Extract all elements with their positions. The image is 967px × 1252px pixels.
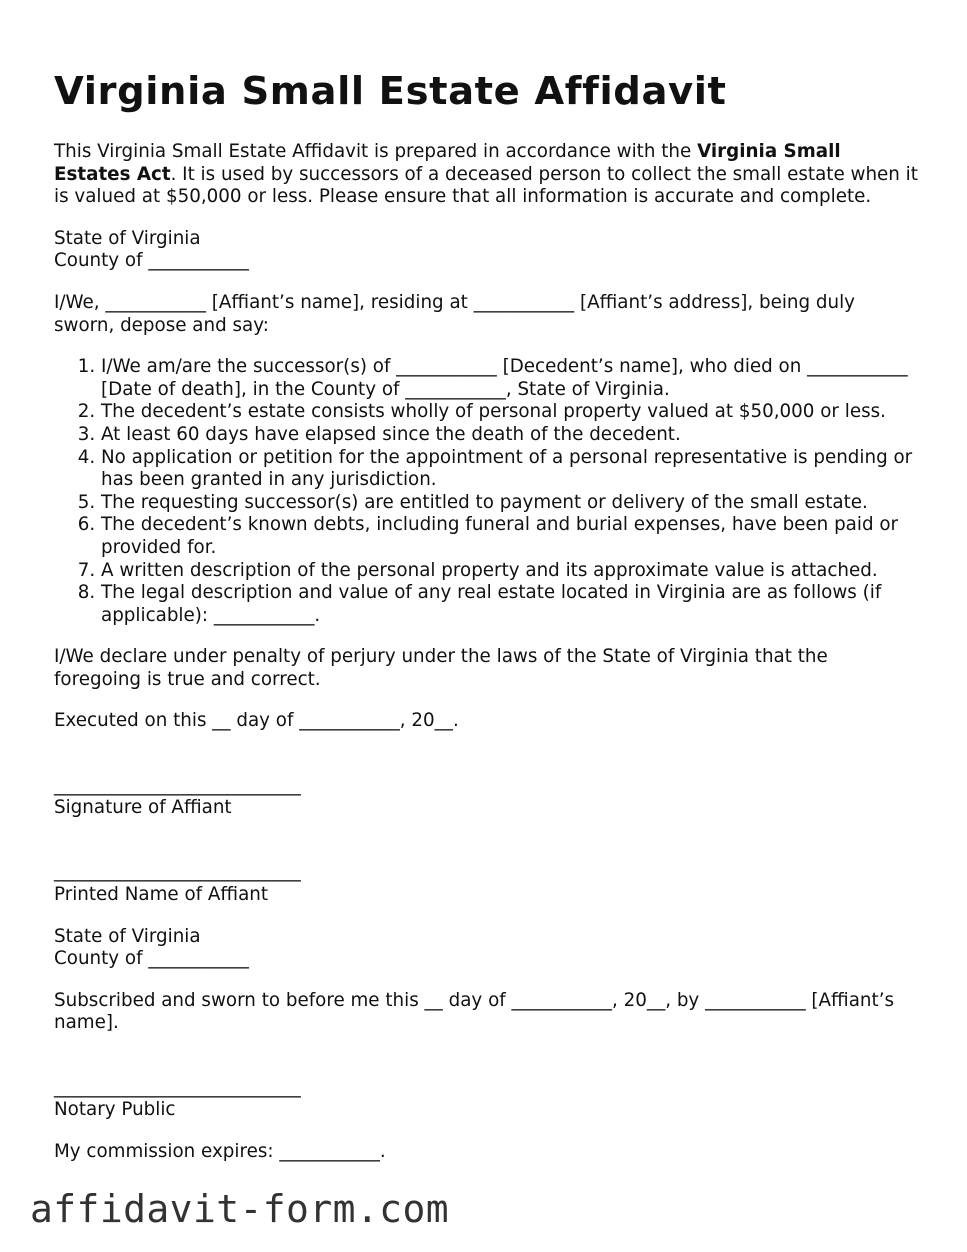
oath-paragraph: I/We, ___________ [Affiant’s name], residing at ___________ [Affiant’s address], being duly sworn, depose and say: (54, 291, 855, 336)
printed-name-label: Printed Name of Affiant (54, 884, 269, 906)
statement-item: 1. I/We am/are the successor(s) of ___________ [Decedent’s name], who died on ___________ [Date of death], in the County of ___________, State of Virginia. (101, 356, 920, 401)
notary-spacer (54, 1054, 920, 1077)
notary-venue-state: State of Virginia (54, 925, 201, 947)
notary-label: Notary Public (54, 1099, 176, 1121)
statement-item: 5. The requesting successor(s) are entitled to payment or delivery of the small estate. (101, 492, 920, 515)
printed-name-spacer (54, 839, 920, 862)
signature-line[interactable]: ___________________________ (54, 774, 301, 796)
commission-expiry-line: My commission expires: ___________. (54, 1140, 386, 1162)
statement-item: 4. No application or petition for the appointment of a personal representative is pending or has been granted in any jurisdiction. (101, 447, 920, 492)
affidavit-document (54, 68, 920, 1182)
venue-block (54, 228, 920, 273)
intro-paragraph (54, 141, 920, 209)
intro-text-before: This Virginia Small Estate Affidavit is prepared in accordance with the (54, 141, 698, 162)
notary-signature-line[interactable]: ___________________________ (54, 1076, 301, 1098)
venue-county: County of ___________ (54, 250, 249, 272)
act-name: Virginia Small Estates Act (54, 141, 841, 185)
intro-text-after: . It is used by successors of a deceased person to collect the small estate when it is valued at $50,000 or less. Please ensure that all information is accurate and complete. (54, 163, 918, 208)
statement-list (54, 356, 920, 627)
notary-venue-county: County of ___________ (54, 948, 249, 970)
statement-item: 8. The legal description and value of any real estate located in Virginia are as follows (if applicable): ___________. (101, 582, 920, 627)
notary-venue-block (54, 926, 920, 971)
signature-label: Signature of Affiant (54, 797, 232, 819)
statement-item: 6. The decedent’s known debts, including funeral and burial expenses, have been paid or provided for. (101, 514, 920, 559)
notary-block (54, 1054, 920, 1122)
printed-name-block (54, 839, 920, 907)
statement-item: 2. The decedent’s estate consists wholly of personal property valued at $50,000 or less. (101, 401, 920, 424)
statement-item: 3. At least 60 days have elapsed since the death of the decedent. (101, 424, 920, 447)
signature-block (54, 752, 920, 820)
site-watermark: affidavit-form.com (30, 1187, 450, 1231)
page-title: Virginia Small Estate Affidavit (54, 69, 727, 114)
statement-item: 7. A written description of the personal property and its approximate value is attached. (101, 560, 920, 583)
printed-name-line[interactable]: ___________________________ (54, 861, 301, 883)
executed-date-line: Executed on this __ day of ___________, 20__. (54, 710, 459, 732)
venue-state: State of Virginia (54, 227, 201, 249)
signature-spacer (54, 752, 920, 775)
subscribed-paragraph: Subscribed and sworn to before me this __ day of ___________, 20__, by ___________ [Affiant’s name]. (54, 989, 895, 1034)
declaration-paragraph: I/We declare under penalty of perjury under the laws of the State of Virginia that the foregoing is true and correct. (54, 646, 828, 690)
